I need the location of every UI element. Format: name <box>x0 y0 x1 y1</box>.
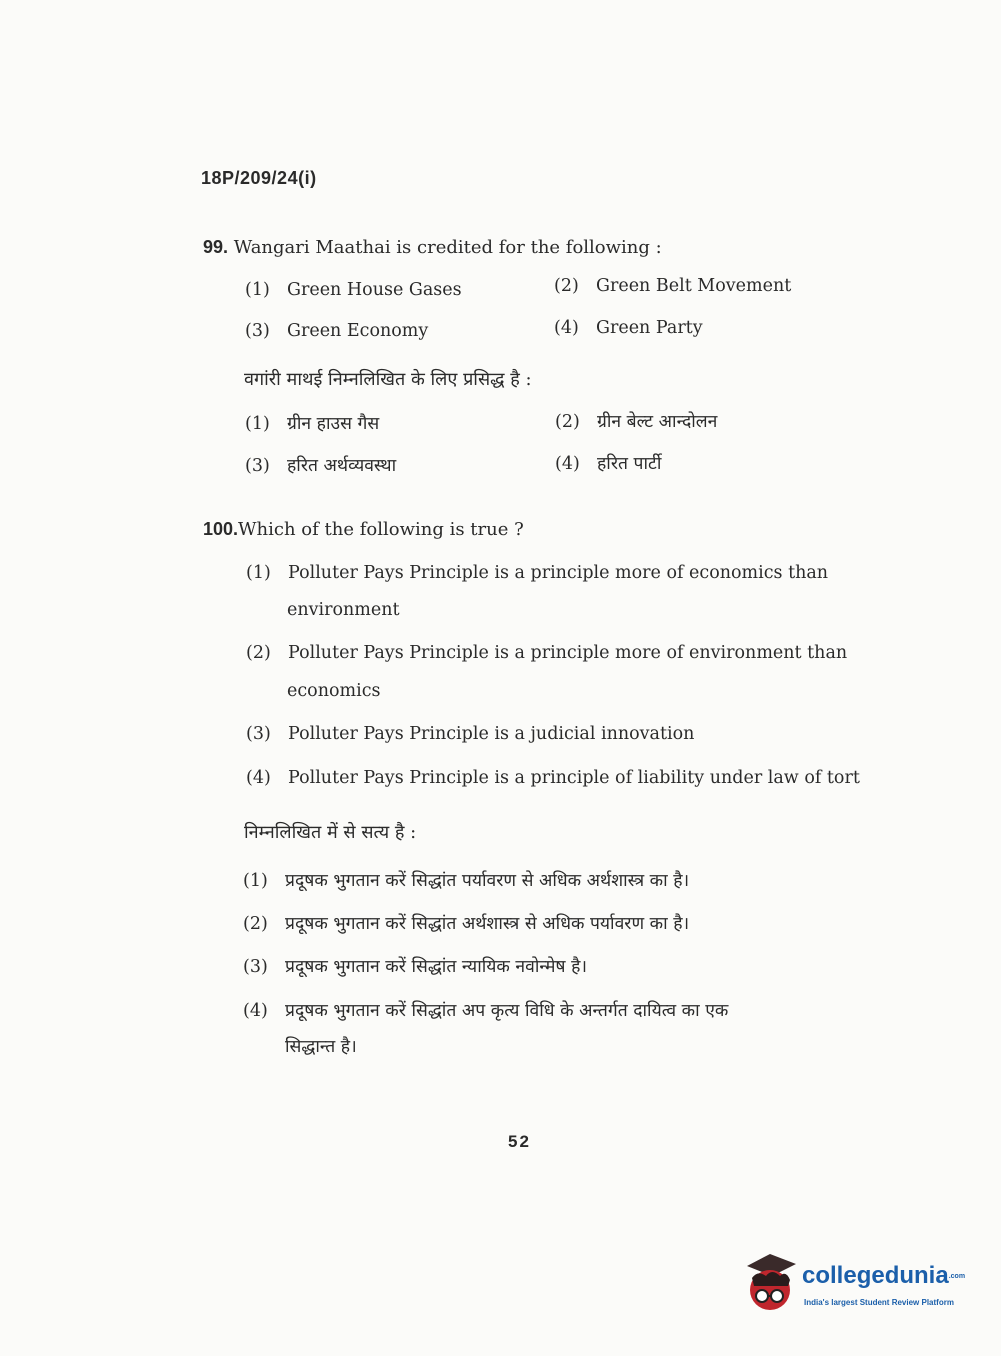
option-text: प्रदूषक भुगतान करें सिद्धांत न्यायिक नवोन्मेष है। <box>285 957 588 977</box>
option-number: (1) <box>245 414 270 434</box>
q99-option-3-en <box>245 321 428 341</box>
question-number: 99. <box>203 237 229 257</box>
q99-option-3-hi <box>245 453 396 477</box>
option-text: Polluter Pays Principle is a principle more of environment than <box>288 643 848 663</box>
option-number: (2) <box>246 643 271 663</box>
q99-option-4-en <box>554 318 703 338</box>
option-number: (4) <box>243 1001 268 1021</box>
question-number: 100. <box>203 519 239 539</box>
brand-name: collegedunia <box>802 1262 949 1289</box>
option-number: (1) <box>246 563 271 583</box>
q100-option-4-hi <box>243 998 728 1022</box>
question-99-text-hi: वगांरी माथई निम्नलिखित के लिए प्रसिद्ध है : <box>244 369 532 390</box>
q99-option-4-hi <box>555 451 661 475</box>
q99-option-1-hi <box>245 411 379 435</box>
option-number: (4) <box>554 318 579 338</box>
option-number: (4) <box>555 454 580 474</box>
option-text: हरित पार्टी <box>597 454 662 474</box>
option-text: Polluter Pays Principle is a principle more of economics than <box>288 563 829 583</box>
brand-suffix: .com <box>948 1273 966 1281</box>
q100-option-4-hi-cont: सिद्धान्त है। <box>285 1037 357 1057</box>
option-text: Polluter Pays Principle is a judicial innovation <box>288 724 695 744</box>
question-100 <box>203 519 524 540</box>
option-number: (1) <box>243 871 268 891</box>
option-number: (3) <box>246 724 271 744</box>
question-99 <box>203 237 662 258</box>
option-text: प्रदूषक भुगतान करें सिद्धांत पर्यावरण से अधिक अर्थशास्त्र का है। <box>285 871 690 891</box>
option-number: (2) <box>555 412 580 432</box>
page-number: 52 <box>508 1132 531 1151</box>
option-text: Green Belt Movement <box>596 276 792 296</box>
q100-option-2-en <box>246 643 847 663</box>
option-text: Green Economy <box>287 321 429 341</box>
paper-code: 18P/209/24(i) <box>201 168 317 188</box>
q100-option-3-en <box>246 724 694 744</box>
option-text: ग्रीन हाउस गैस <box>287 414 380 434</box>
option-text: हरित अर्थव्यवस्था <box>287 456 397 476</box>
q99-option-2-hi <box>555 409 717 433</box>
option-text: ग्रीन बेल्ट आन्दोलन <box>597 412 718 432</box>
option-number: (3) <box>243 957 268 977</box>
q99-option-2-en <box>554 276 791 296</box>
question-text-en: Wangari Maathai is credited for the following : <box>233 237 662 258</box>
q100-option-2-hi <box>243 911 689 935</box>
logo-brand <box>802 1262 965 1290</box>
option-text: प्रदूषक भुगतान करें सिद्धांत अप कृत्य विधि के अन्तर्गत दायित्व का एक <box>285 1001 729 1021</box>
option-text: Green Party <box>596 318 703 338</box>
option-number: (4) <box>246 768 271 788</box>
option-text: Polluter Pays Principle is a principle of liability under law of tort <box>288 768 860 788</box>
q100-option-1-hi <box>243 868 689 892</box>
option-number: (3) <box>245 456 270 476</box>
q100-option-2-en-cont: economics <box>287 681 381 701</box>
option-number: (1) <box>245 280 270 300</box>
q100-option-4-en <box>246 768 860 788</box>
option-number: (2) <box>554 276 579 296</box>
option-number: (3) <box>245 321 270 341</box>
option-text: प्रदूषक भुगतान करें सिद्धांत अर्थशास्त्र से अधिक पर्यावरण का है। <box>285 914 690 934</box>
q100-option-3-hi <box>243 954 587 978</box>
q99-option-1-en <box>245 280 462 300</box>
option-number: (2) <box>243 914 268 934</box>
question-100-text-hi: निम्नलिखित में से सत्य है : <box>244 822 417 843</box>
question-text-en: Which of the following is true ? <box>238 519 524 540</box>
logo-tagline: India's largest Student Review Platform <box>804 1298 954 1307</box>
q100-option-1-en <box>246 563 828 583</box>
q100-option-1-en-cont: environment <box>287 600 400 620</box>
option-text: Green House Gases <box>287 280 462 300</box>
